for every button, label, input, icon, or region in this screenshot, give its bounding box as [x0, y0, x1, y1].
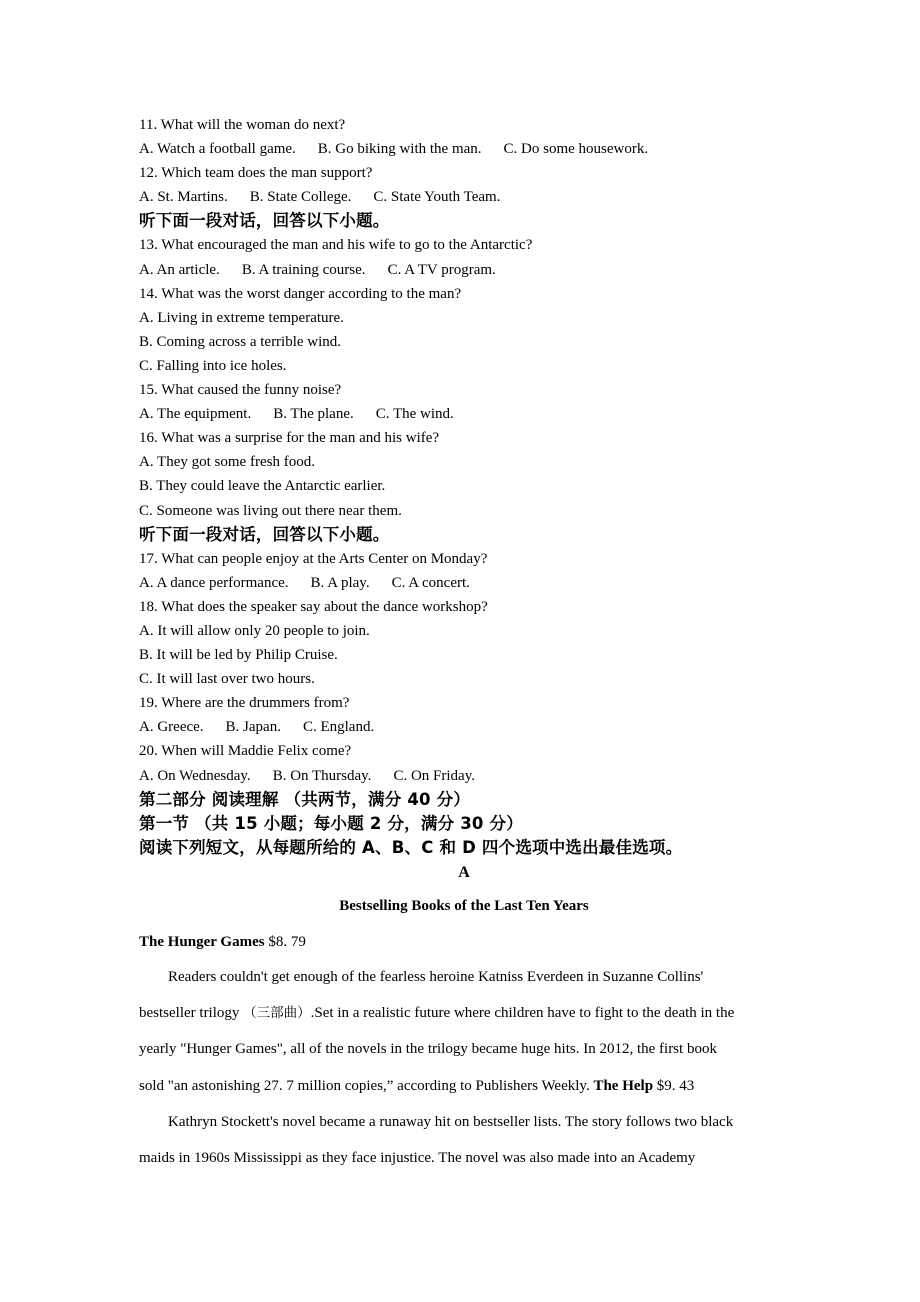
book-price: $8. 79	[268, 933, 306, 950]
book-price: $9. 43	[656, 1077, 695, 1094]
question-12-options	[139, 185, 789, 209]
question-13-stem: 13. What encouraged the man and his wife to go to the Antarctic?	[139, 237, 533, 254]
option-b: B. They could leave the Antarctic earlier.	[139, 478, 386, 495]
section-heading: 第一节 （共 15 小题；每小题 2 分，满分 30 分）	[139, 813, 523, 833]
option-a: A. A dance performance.	[139, 574, 289, 591]
option-c: C. A TV program.	[387, 261, 496, 278]
book-title: The Hunger Games	[139, 933, 265, 950]
reading-instruction: 阅读下列短文，从每题所给的 A、B、C 和 D 四个选项中选出最佳选项。	[139, 837, 683, 857]
question-15-stem: 15. What caused the funny noise?	[139, 382, 342, 399]
question-20-options	[139, 764, 789, 788]
option-c: C. Do some housework.	[503, 141, 649, 158]
option-b: B. Japan.	[225, 719, 281, 736]
option-a: A. It will allow only 20 people to join.	[139, 622, 370, 639]
option-c: C. State Youth Team.	[373, 189, 501, 206]
option-c: C. A concert.	[391, 574, 470, 591]
option-b: B. The plane.	[273, 406, 354, 423]
question-18-stem: 18. What does the speaker say about the dance workshop?	[139, 598, 488, 615]
option-c: C. On Friday.	[393, 767, 475, 784]
option-a: A. Living in extreme temperature.	[139, 309, 344, 326]
option-c: C. Someone was living out there near them.	[139, 502, 402, 519]
option-c: C. England.	[302, 719, 375, 736]
paragraph-line: maids in 1960s Mississippi as they face injustice. The novel was also made into an Academy	[139, 1149, 696, 1166]
option-c: C. The wind.	[375, 406, 454, 423]
question-15-options	[139, 402, 789, 426]
text-run: sold "an astonishing 27. 7 million copies,” according to Publishers Weekly.	[139, 1077, 594, 1094]
option-b: B. A training course.	[241, 261, 366, 278]
option-b: B. Coming across a terrible wind.	[139, 333, 342, 350]
option-b: B. A play.	[310, 574, 370, 591]
option-c: C. Falling into ice holes.	[139, 357, 287, 374]
option-a: A. St. Martins.	[139, 189, 228, 206]
option-b: B. It will be led by Philip Cruise.	[139, 647, 338, 664]
page-content	[139, 113, 789, 1176]
paragraph-line	[139, 995, 789, 1031]
question-19-options	[139, 715, 789, 739]
paragraph-line: Readers couldn't get enough of the fearless heroine Katniss Everdeen in Suzanne Collins'	[168, 968, 704, 985]
option-a: A. Watch a football game.	[139, 141, 296, 158]
question-20-stem: 20. When will Maddie Felix come?	[139, 743, 352, 760]
question-12-stem: 12. Which team does the man support?	[139, 165, 373, 182]
section-note: 听下面一段对话，回答以下小题。	[139, 524, 390, 544]
question-11-options	[139, 137, 789, 161]
passage-title: Bestselling Books of the Last Ten Years	[339, 897, 589, 914]
question-17-stem: 17. What can people enjoy at the Arts Center on Monday?	[139, 550, 488, 567]
question-13-options	[139, 258, 789, 282]
question-19-stem: 19. Where are the drummers from?	[139, 695, 350, 712]
text-run: （三部曲）	[243, 1005, 311, 1022]
option-b: B. Go biking with the man.	[317, 141, 482, 158]
passage-paragraph	[139, 959, 789, 1176]
option-c: C. It will last over two hours.	[139, 671, 315, 688]
option-a: A. The equipment.	[139, 406, 252, 423]
question-14-stem: 14. What was the worst danger according to the man?	[139, 285, 462, 302]
section-note: 听下面一段对话，回答以下小题。	[139, 211, 390, 231]
paragraph-line: yearly "Hunger Games", all of the novels in the trilogy became huge hits. In 2012, the first book	[139, 1041, 717, 1058]
option-a: A. An article.	[139, 261, 220, 278]
option-b: B. State College.	[249, 189, 352, 206]
option-a: A. Greece.	[139, 719, 204, 736]
part-heading: 第二部分 阅读理解 （共两节，满分 40 分）	[139, 789, 471, 809]
text-run: .Set in a realistic future where children have to fight to the death in the	[310, 1005, 735, 1022]
passage-letter: A	[458, 863, 470, 881]
book-heading	[139, 932, 789, 952]
option-a: A. On Wednesday.	[139, 767, 251, 784]
question-16-stem: 16. What was a surprise for the man and his wife?	[139, 430, 440, 447]
book-title: The Help	[593, 1077, 654, 1094]
question-11-stem: 11. What will the woman do next?	[139, 117, 346, 133]
option-b: B. On Thursday.	[272, 767, 372, 784]
option-a: A. They got some fresh food.	[139, 454, 315, 471]
question-17-options	[139, 571, 789, 595]
paragraph-line: Kathryn Stockett's novel became a runaway hit on bestseller lists. The story follows two black	[168, 1113, 734, 1130]
text-run: bestseller trilogy	[139, 1005, 244, 1022]
paragraph-line	[139, 1068, 789, 1104]
